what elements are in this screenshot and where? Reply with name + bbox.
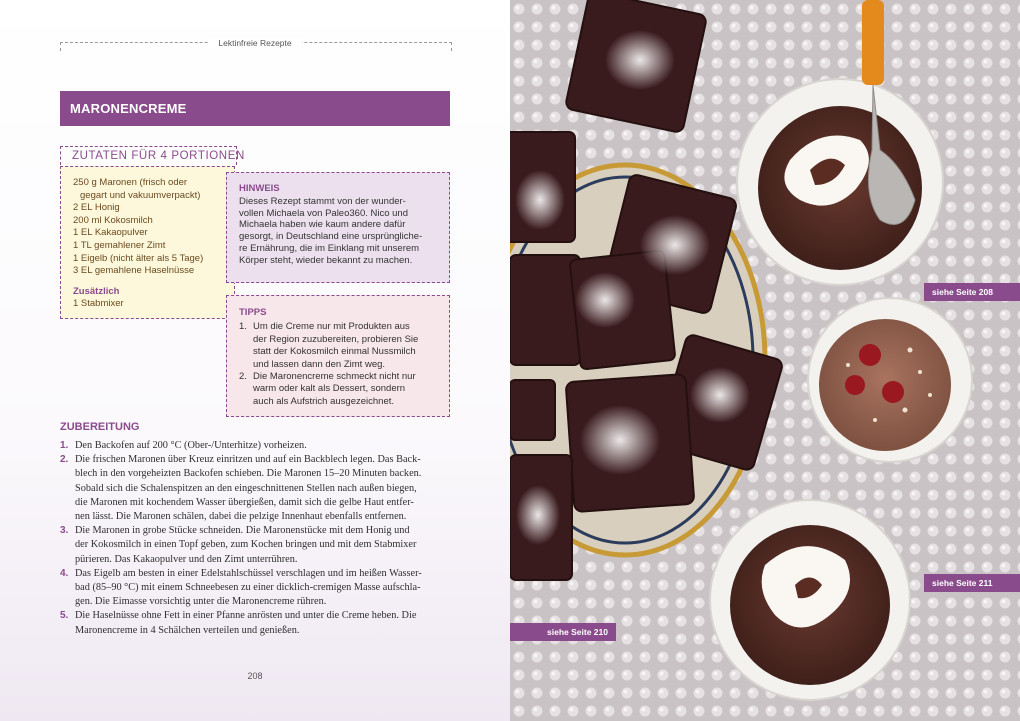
- note-line: gesorgt, in Deutschland eine ursprüngliche-: [239, 231, 423, 243]
- step-number: 3.: [60, 525, 69, 537]
- tips-heading: TIPPS: [239, 307, 267, 318]
- extra-item: 1 Stabmixer: [73, 298, 124, 310]
- tip-line: auch als Aufstrich ausgezeichnet.: [253, 395, 395, 407]
- ingredient-item: 250 g Maronen (frisch oder: [73, 177, 188, 188]
- ingredient-item: 1 Eigelb (nicht älter als 5 Tage): [73, 252, 204, 264]
- step-number: 5.: [60, 610, 69, 622]
- step-number: 1.: [60, 440, 69, 451]
- step-line: die Maronen mit kochendem Wasser übergießen, damit sich die gelbe Haut entfer-: [75, 496, 414, 508]
- note-box: [226, 172, 450, 283]
- step-line: nen lässt. Die Maronen schälen, dabei die pelzige Innenhaut ebenfalls entfernen.: [75, 511, 407, 523]
- step-line: bad (85–90 °C) mit einem Schneebesen zu einer dicklich-cremigen Masse aufschla-: [75, 582, 421, 594]
- note-line: re Ernährung, die im Einklang mit unserem: [239, 242, 420, 254]
- step-line: Die frischen Maronen über Kreuz einritzen und auf ein Backblech legen. Das Back-: [75, 454, 421, 466]
- tip-item: [239, 321, 441, 371]
- preparation-steps: [60, 439, 455, 638]
- preparation-heading: ZUBEREITUNG: [60, 421, 140, 433]
- dessert-photo: [510, 0, 1020, 721]
- note-line: vollen Michaela von Paleo360. Nico und: [239, 207, 408, 219]
- step-number: 4.: [60, 567, 69, 579]
- recipe-title-bar: [60, 91, 450, 126]
- ingredient-item: gegart und vakuumverpackt): [80, 189, 201, 201]
- step-line: Die Maronen in grobe Stücke schneiden. Die Maronenstücke mit dem Honig und: [75, 525, 410, 537]
- note-line: Michaela haben wie kaum andere dafür: [239, 219, 406, 231]
- step-line: Das Eigelb am besten in einer Edelstahlschüssel verschlagen und im heißen Wasser-: [75, 567, 422, 579]
- step-item: [60, 453, 455, 524]
- step-line: Sobald sich die Schalenspitzen an den eingeschnittenen Stellen nach außen biegen,: [75, 482, 417, 494]
- ingredient-item: 1 EL Kakaopulver: [73, 227, 148, 239]
- step-item: [60, 567, 455, 610]
- note-heading: HINWEIS: [239, 183, 280, 194]
- step-line: blech in den vorgeheizten Backofen schieben. Die Maronen 15–20 Minuten backen.: [75, 468, 422, 480]
- tip-line: statt der Kokosmilch einmal Nussmilch: [253, 346, 416, 358]
- extra-heading: Zusätzlich: [73, 285, 120, 297]
- tip-line: der Region zuzubereiten, probieren Sie: [253, 333, 419, 345]
- tips-box: [226, 295, 450, 417]
- tip-number: 2.: [239, 371, 247, 383]
- step-line: Maronencreme in 4 Schälchen verteilen und genießen.: [75, 624, 300, 636]
- page-number: 208: [247, 671, 263, 681]
- photo-reference-label: siehe Seite 210: [510, 623, 616, 641]
- step-line: pürieren. Das Kakaopulver und den Zimt unterrühren.: [75, 553, 298, 565]
- step-line: Den Backofen auf 200 °C (Ober-/Unterhitze) vorheizen.: [75, 440, 307, 451]
- note-line: Dieses Rezept stammt von der wunder-: [239, 195, 406, 207]
- tip-line: und lassen dann den Zimt weg.: [253, 358, 386, 370]
- tip-line: Die Maronencreme schmeckt nicht nur: [253, 371, 416, 383]
- tip-line: warm oder kalt als Dessert, sondern: [253, 383, 406, 395]
- step-item: [60, 524, 455, 567]
- step-item: [60, 439, 455, 453]
- dessert-photo-illustration: [510, 0, 1020, 721]
- running-title: Lektinfreie Rezepte: [208, 38, 301, 48]
- step-line: Die Haselnüsse ohne Fett in einer Pfanne anrösten und unter die Creme heben. Die: [75, 610, 417, 622]
- tip-item: [239, 371, 441, 408]
- step-number: 2.: [60, 454, 69, 466]
- tip-line: Um die Creme nur mit Produkten aus: [253, 321, 410, 333]
- ingredient-item: 1 TL gemahlener Zimt: [73, 239, 166, 251]
- tip-number: 1.: [239, 321, 247, 333]
- ingredient-item: 2 EL Honig: [73, 202, 120, 214]
- photo-reference-label: siehe Seite 211: [924, 574, 1020, 592]
- ingredients-box: [60, 166, 235, 319]
- ingredient-item: 3 EL gemahlene Haselnüsse: [73, 265, 195, 277]
- note-line: Körper steht, wieder bekannt zu machen.: [239, 254, 413, 266]
- step-line: gen. Die Eimasse vorsichtig unter die Maronencreme rühren.: [75, 596, 327, 608]
- recipe-title: MARONENCREME: [70, 101, 187, 116]
- step-item: [60, 609, 455, 637]
- ingredient-item: 200 ml Kokosmilch: [73, 214, 153, 226]
- ingredients-heading: ZUTATEN FÜR 4 PORTIONEN: [72, 150, 245, 162]
- photo-reference-label: siehe Seite 208: [924, 283, 1020, 301]
- step-line: der Kokosmilch in einen Topf geben, zum Kochen bringen und mit dem Stabmixer: [75, 539, 417, 551]
